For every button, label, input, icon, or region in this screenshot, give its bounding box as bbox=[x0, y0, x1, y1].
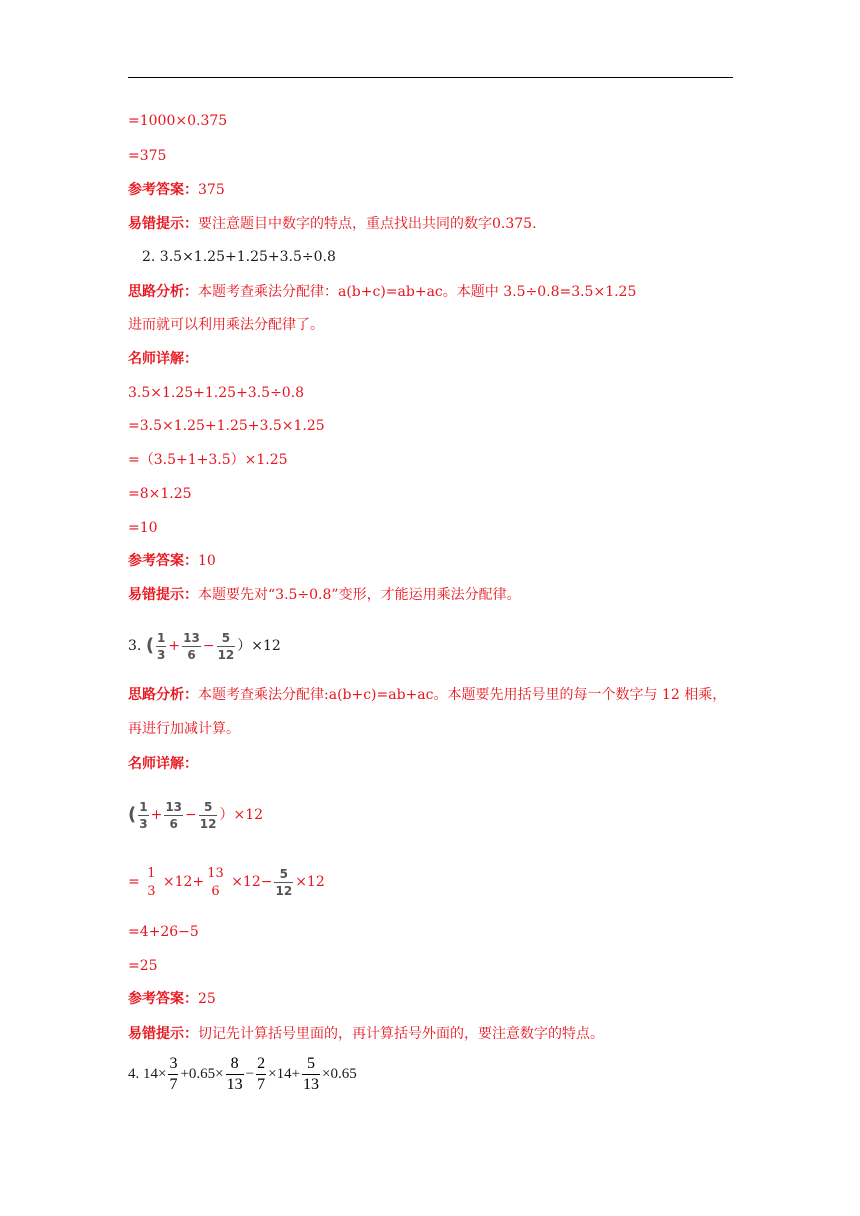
question-part: ×14+ bbox=[268, 1066, 301, 1082]
question-suffix: ）×12 bbox=[237, 638, 281, 654]
fraction-3-7: $\frac{3}{7}$ bbox=[169, 1055, 178, 1094]
analysis-text: 本题考查乘法分配律:a(b+c)=ab+ac。本题要先用括号里的每一个数字与 12 相乘， bbox=[198, 687, 727, 703]
plus-sign: + bbox=[150, 807, 163, 823]
calc-line: =8×1.25 bbox=[128, 486, 192, 502]
answer-value: 10 bbox=[198, 553, 216, 569]
answer-label: 参考答案： bbox=[128, 182, 198, 198]
analysis-continued: 进而就可以利用乘法分配律了。 bbox=[128, 317, 324, 333]
question-part: ×0.65 bbox=[322, 1066, 357, 1082]
analysis-continued: 再进行加减计算。 bbox=[128, 721, 240, 737]
calc-line: =25 bbox=[128, 958, 158, 974]
question-number: 3. bbox=[128, 638, 142, 654]
fraction-2-7: $\frac{2}{7}$ bbox=[257, 1055, 266, 1094]
answer-line bbox=[128, 989, 216, 1009]
fraction-5-12: $\frac{5}{12}$ bbox=[217, 630, 235, 662]
analysis-line bbox=[128, 685, 726, 705]
calc-line: =375 bbox=[128, 148, 167, 164]
fraction-5-12: $\frac{5}{12}$ bbox=[275, 866, 293, 898]
question-2: 2. 3.5×1.25+1.25+3.5÷0.8 bbox=[142, 249, 336, 265]
calc-line bbox=[128, 798, 263, 832]
analysis-line bbox=[128, 282, 636, 302]
open-paren: ( bbox=[145, 635, 155, 656]
fraction-1-3: $\frac{1}{3}$ bbox=[139, 799, 148, 831]
question-4 bbox=[128, 1052, 357, 1096]
fraction-1-3: 1 3 bbox=[147, 865, 156, 899]
calc-line: =10 bbox=[128, 520, 158, 536]
header-rule bbox=[128, 77, 733, 78]
answer-line bbox=[128, 551, 216, 571]
equals-sign: = bbox=[128, 874, 140, 890]
detail-label: 名师详解： bbox=[128, 756, 198, 772]
calc-suffix: ）×12 bbox=[219, 807, 264, 823]
tip-line bbox=[128, 1024, 604, 1044]
fraction-13-6: $\frac{13}{6}$ bbox=[183, 630, 200, 662]
analysis-label: 思路分析： bbox=[128, 687, 198, 703]
calc-line: =（3.5+1+3.5）×1.25 bbox=[128, 452, 288, 468]
question-3 bbox=[128, 629, 281, 663]
tip-label: 易错提示： bbox=[128, 587, 198, 603]
calc-part: ×12− bbox=[231, 874, 273, 890]
tip-text: 要注意题目中数字的特点，重点找出共同的数字0.375. bbox=[198, 216, 537, 232]
calc-part: ×12+ bbox=[162, 874, 205, 890]
minus-sign: − bbox=[202, 638, 215, 654]
tip-line bbox=[128, 585, 521, 605]
calc-line bbox=[128, 862, 325, 902]
open-paren: ( bbox=[128, 804, 137, 825]
fraction-13-6: $\frac{13}{6}$ bbox=[165, 799, 183, 831]
calc-line: =3.5×1.25+1.25+3.5×1.25 bbox=[128, 418, 325, 434]
fraction-5-12: $\frac{5}{12}$ bbox=[199, 799, 217, 831]
calc-line: =4+26−5 bbox=[128, 924, 199, 940]
question-part: − bbox=[245, 1066, 255, 1082]
tip-text: 本题要先对“3.5÷0.8”变形，才能运用乘法分配律。 bbox=[198, 587, 521, 603]
calc-line: 3.5×1.25+1.25+3.5÷0.8 bbox=[128, 385, 305, 401]
answer-line bbox=[128, 180, 225, 200]
tip-label: 易错提示： bbox=[128, 1026, 198, 1042]
calc-line: =1000×0.375 bbox=[128, 113, 228, 129]
fraction-8-13: $\frac{8}{13}$ bbox=[226, 1055, 243, 1094]
analysis-label: 思路分析： bbox=[128, 284, 198, 300]
analysis-text: 本题考查乘法分配律：a(b+c)=ab+ac。本题中 3.5÷0.8=3.5×1.25 bbox=[198, 284, 637, 300]
question-part: +0.65× bbox=[180, 1066, 224, 1082]
question-part: 4. 14× bbox=[128, 1066, 167, 1082]
minus-sign: − bbox=[185, 807, 197, 823]
tip-label: 易错提示： bbox=[128, 216, 198, 232]
tip-line bbox=[128, 214, 537, 234]
answer-value: 25 bbox=[198, 991, 216, 1007]
plus-sign: + bbox=[168, 638, 181, 654]
tip-text: 切记先计算括号里面的，再计算括号外面的，要注意数字的特点。 bbox=[198, 1026, 604, 1042]
fraction-1-3: $\frac{1}{3}$ bbox=[157, 630, 166, 662]
calc-part: ×12 bbox=[295, 874, 325, 890]
answer-value: 375 bbox=[198, 182, 225, 198]
answer-label: 参考答案： bbox=[128, 991, 198, 1007]
answer-label: 参考答案： bbox=[128, 553, 198, 569]
fraction-5-13: $\frac{5}{13}$ bbox=[303, 1055, 320, 1094]
detail-label: 名师详解： bbox=[128, 351, 198, 367]
fraction-13-6: 13 6 bbox=[207, 865, 224, 899]
